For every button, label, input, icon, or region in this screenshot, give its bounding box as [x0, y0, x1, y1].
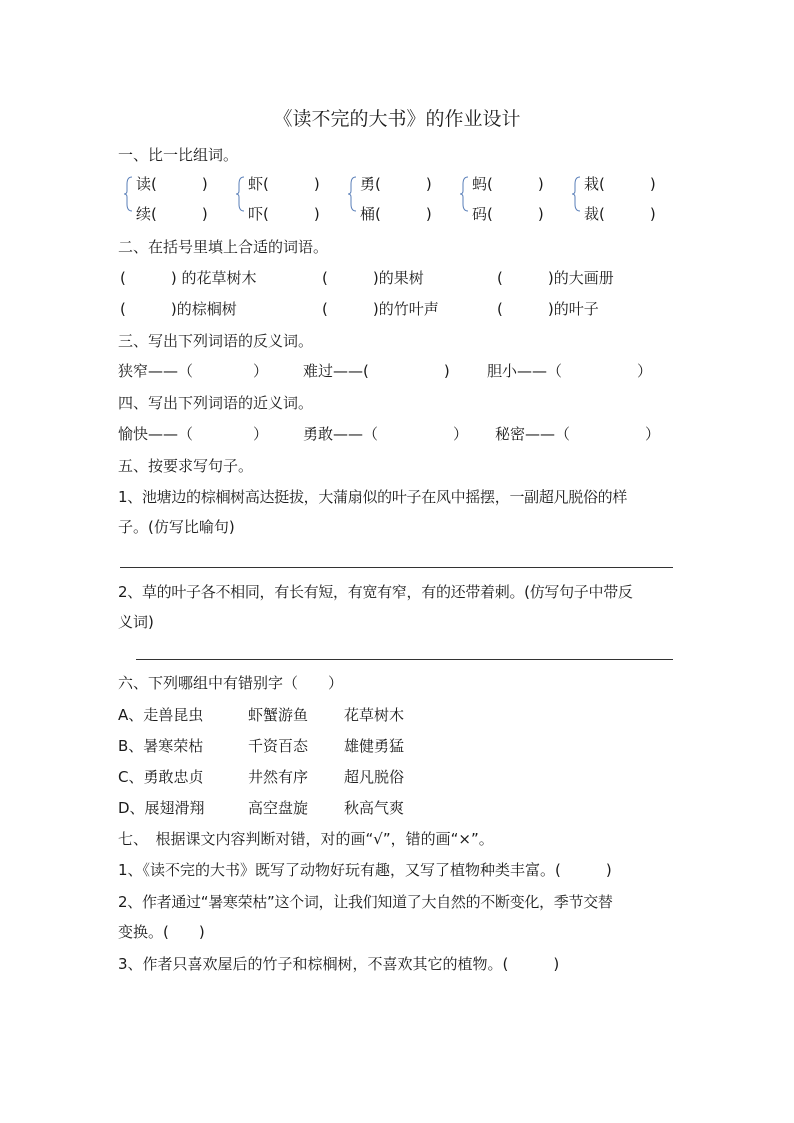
answer-line: [120, 567, 673, 568]
brace-icon: [460, 176, 468, 212]
group-1-bottom: 续( ): [136, 205, 208, 223]
option-text: 秋高气爽: [344, 799, 405, 817]
section-2-heading: 二、在括号里填上合适的词语。: [118, 238, 329, 256]
option-text: 井然有序: [248, 768, 309, 786]
section-4-heading: 四、写出下列词语的近义词。: [118, 394, 314, 412]
group-2-top: 虾( ): [248, 175, 320, 193]
option-text: 高空盘旋: [248, 799, 309, 817]
option-text: B、暑寒荣枯: [118, 737, 204, 755]
group-5-bottom: 裁( ): [584, 205, 656, 223]
antonym-item: 难过——( ): [303, 362, 450, 380]
question-text: 1、池塘边的棕榈树高达挺拔，大蒲扇似的叶子在风中摇摆，一副超凡脱俗的样: [118, 488, 628, 506]
section-6-heading: 六、下列哪组中有错别字（ ）: [118, 674, 344, 692]
page-title: 《读不完的大书》的作业设计: [273, 108, 521, 130]
fill-blank-item: ( )的竹叶声: [322, 300, 439, 318]
brace-icon: [348, 176, 356, 212]
answer-line: [136, 659, 673, 660]
group-1-top: 读( ): [136, 175, 208, 193]
antonym-item: 狭窄——（ ）: [118, 362, 269, 380]
option-text: C、勇敢忠贞: [118, 768, 204, 786]
option-text: 雄健勇猛: [344, 737, 405, 755]
option-text: 超凡脱俗: [344, 768, 405, 786]
section-1-heading: 一、比一比组词。: [118, 146, 239, 164]
question-text: 3、作者只喜欢屋后的竹子和棕榈树，不喜欢其它的植物。( ): [118, 955, 560, 973]
synonym-item: 愉快——（ ）: [118, 425, 269, 443]
group-3-bottom: 桶( ): [360, 205, 432, 223]
section-3-heading: 三、写出下列词语的反义词。: [118, 332, 314, 350]
option-text: 虾蟹游鱼: [248, 706, 309, 724]
section-7-heading: 七、 根据课文内容判断对错，对的画“√”，错的画“×”。: [118, 830, 494, 848]
synonym-item: 勇敢——（ ）: [303, 425, 469, 443]
option-text: 千资百态: [248, 737, 309, 755]
fill-blank-item: ( )的棕榈树: [120, 300, 237, 318]
synonym-item: 秘密——（ ）: [495, 425, 661, 443]
brace-icon: [124, 176, 132, 212]
fill-blank-item: ( ) 的花草树木: [120, 269, 257, 287]
option-text: A、走兽昆虫: [118, 706, 204, 724]
question-text: 义词): [118, 613, 154, 631]
antonym-item: 胆小——（ ）: [487, 362, 653, 380]
section-5-heading: 五、按要求写句子。: [118, 457, 254, 475]
brace-icon: [236, 176, 244, 212]
option-text: D、展翅滑翔: [118, 799, 205, 817]
question-text: 2、作者通过“暑寒荣枯”这个词，让我们知道了大自然的不断变化，季节交替: [118, 893, 613, 911]
group-4-bottom: 码( ): [472, 205, 544, 223]
group-2-bottom: 吓( ): [248, 205, 320, 223]
question-text: 变换。( ): [118, 923, 205, 941]
group-3-top: 勇( ): [360, 175, 432, 193]
fill-blank-item: ( )的叶子: [497, 300, 599, 318]
option-text: 花草树木: [344, 706, 405, 724]
brace-icon: [572, 176, 580, 212]
fill-blank-item: ( )的大画册: [497, 269, 614, 287]
group-5-top: 栽( ): [584, 175, 656, 193]
question-text: 2、草的叶子各不相同，有长有短，有宽有窄，有的还带着刺。(仿写句子中带反: [118, 583, 633, 601]
question-text: 子。(仿写比喻句): [118, 518, 235, 536]
question-text: 1、《读不完的大书》既写了动物好玩有趣，又写了植物种类丰富。( ): [118, 861, 612, 879]
group-4-top: 蚂( ): [472, 175, 544, 193]
fill-blank-item: ( )的果树: [322, 269, 424, 287]
